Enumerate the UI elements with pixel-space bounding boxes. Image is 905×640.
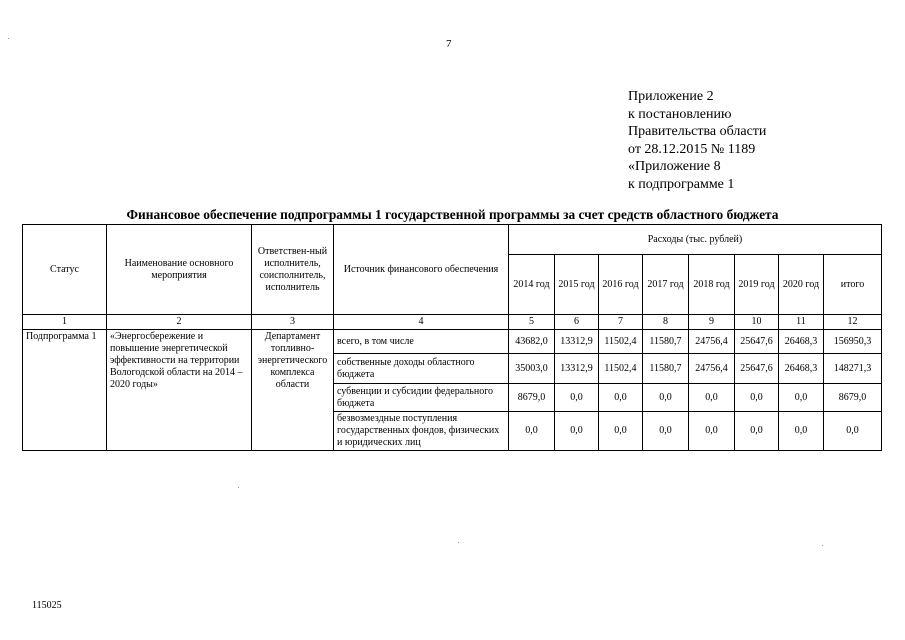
value-cell: 0,0	[689, 384, 735, 412]
total-cell: 156950,3	[824, 330, 882, 354]
value-cell: 0,0	[643, 412, 689, 451]
document-title: Финансовое обеспечение подпрограммы 1 государственной программы за счет средств областного бюджета	[126, 207, 779, 222]
value-cell: 0,0	[779, 412, 824, 451]
header-expenses: Расходы (тыс. рублей)	[509, 225, 882, 255]
column-number: 5	[509, 315, 555, 330]
scan-speck	[822, 545, 823, 546]
header-year: 2014 год	[509, 255, 555, 315]
scan-speck	[238, 487, 239, 488]
column-number: 3	[252, 315, 334, 330]
column-number: 4	[334, 315, 509, 330]
value-cell: 0,0	[599, 412, 643, 451]
source-cell: субвенции и субсидии федерального бюджета	[334, 384, 509, 412]
value-cell: 0,0	[735, 412, 779, 451]
header-year: 2016 год	[599, 255, 643, 315]
column-number: 9	[689, 315, 735, 330]
responsible-cell: Департамент топливно-энергетического комплекса области	[252, 330, 334, 451]
column-number: 12	[824, 315, 882, 330]
value-cell: 0,0	[689, 412, 735, 451]
appendix-line: от 28.12.2015 № 1189	[628, 141, 756, 157]
header-total: итого	[824, 255, 882, 315]
value-cell: 24756,4	[689, 330, 735, 354]
column-number: 6	[555, 315, 599, 330]
page-number: 7	[446, 38, 452, 50]
value-cell: 25647,6	[735, 330, 779, 354]
source-cell: безвозмездные поступления государственных фондов, физических и юридических лиц	[334, 412, 509, 451]
total-cell: 0,0	[824, 412, 882, 451]
column-number: 1	[23, 315, 107, 330]
header-year: 2018 год	[689, 255, 735, 315]
header-responsible: Ответствен-ный исполнитель, соисполнитель, исполнитель	[252, 225, 334, 315]
value-cell: 0,0	[735, 384, 779, 412]
total-cell: 148271,3	[824, 354, 882, 384]
value-cell: 8679,0	[509, 384, 555, 412]
column-number: 8	[643, 315, 689, 330]
document-code: 115025	[32, 600, 62, 611]
source-cell: всего, в том числе	[334, 330, 509, 354]
scan-speck	[8, 38, 9, 39]
value-cell: 11580,7	[643, 330, 689, 354]
source-cell: собственные доходы областного бюджета	[334, 354, 509, 384]
column-number: 11	[779, 315, 824, 330]
value-cell: 0,0	[599, 384, 643, 412]
status-cell: Подпрограмма 1	[23, 330, 107, 451]
value-cell: 11502,4	[599, 354, 643, 384]
appendix-line: Приложение 2	[628, 89, 714, 104]
value-cell: 26468,3	[779, 354, 824, 384]
header-year: 2015 год	[555, 255, 599, 315]
appendix-line: Правительства области	[628, 124, 767, 139]
header-year: 2020 год	[779, 255, 824, 315]
value-cell: 11502,4	[599, 330, 643, 354]
value-cell: 0,0	[643, 384, 689, 412]
value-cell: 11580,7	[643, 354, 689, 384]
header-source: Источник финансового обеспечения	[334, 225, 509, 315]
header-year: 2017 год	[643, 255, 689, 315]
measure-name-cell: «Энергосбережение и повышение энергетической эффективности на территории Вологодской области на 2014 – 2020 годы»	[107, 330, 252, 451]
column-number: 7	[599, 315, 643, 330]
value-cell: 0,0	[779, 384, 824, 412]
value-cell: 24756,4	[689, 354, 735, 384]
header-name: Наименование основного мероприятия	[107, 225, 252, 315]
total-cell: 8679,0	[824, 384, 882, 412]
column-number: 10	[735, 315, 779, 330]
appendix-line: к подпрограмме 1	[628, 176, 735, 192]
table-row	[23, 330, 882, 354]
value-cell: 13312,9	[555, 354, 599, 384]
value-cell: 13312,9	[555, 330, 599, 354]
value-cell: 35003,0	[509, 354, 555, 384]
value-cell: 43682,0	[509, 330, 555, 354]
appendix-line: «Приложение 8	[628, 159, 721, 174]
header-status: Статус	[23, 225, 107, 315]
value-cell: 0,0	[555, 412, 599, 451]
value-cell: 25647,6	[735, 354, 779, 384]
financing-table	[22, 224, 882, 451]
header-year: 2019 год	[735, 255, 779, 315]
appendix-line: к постановлению	[628, 106, 732, 122]
column-number: 2	[107, 315, 252, 330]
value-cell: 0,0	[509, 412, 555, 451]
scan-speck	[458, 542, 459, 543]
appendix-block	[628, 88, 766, 193]
value-cell: 0,0	[555, 384, 599, 412]
value-cell: 26468,3	[779, 330, 824, 354]
